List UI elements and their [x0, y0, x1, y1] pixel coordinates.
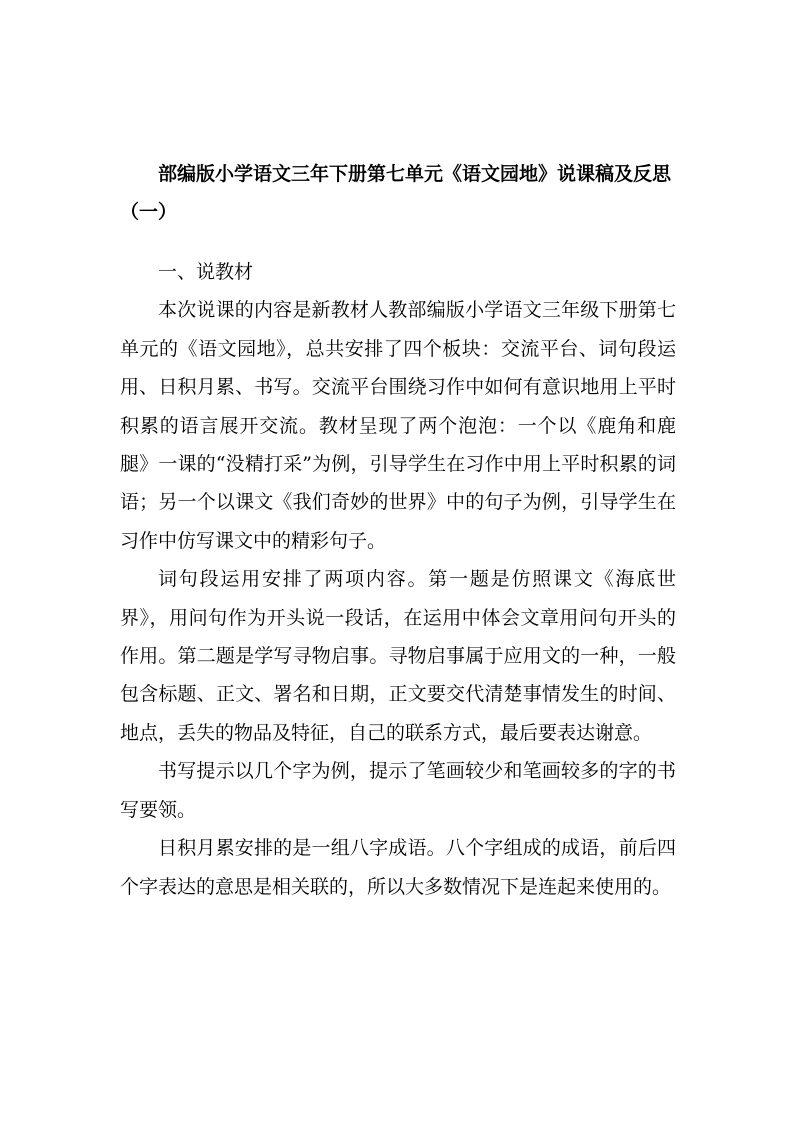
- section-heading: 一、说教材: [158, 261, 254, 283]
- paragraph-textbook-overview: 本次说课的内容是新教材人教部编版小学语文三年级下册第七单元的《语文园地》，总共安排了四个板块：交流平台、词句段运用、日积月累、书写。交流平台围绕习作中如何有意识地用上平时积累的语言展开交流。教材呈现了两个泡泡：一个以《鹿角和鹿腿》一课的“没精打采”为例，引导学生在习作中用上平时积累的词语；另一个以课文《我们奇妙的世界》中的句子为例，引导学生在习作中仿写课文中的精彩句子。: [120, 299, 676, 552]
- paragraph-sentence-usage: 词句段运用安排了两项内容。第一题是仿照课文《海底世界》，用问句作为开头说一段话，在运用中体会文章用问句开头的作用。第二题是学写寻物启事。寻物启事属于应用文的一种，一般包含标题、正文、署名和日期，正文要交代清楚事情发生的时间、地点，丢失的物品及特征，自己的联系方式，最后要表达谢意。: [120, 568, 676, 744]
- paragraph-writing-tips: 书写提示以几个字为例，提示了笔画较少和笔画较多的字的书写要领。: [120, 760, 676, 821]
- paragraph-idioms: 日积月累安排的是一组八字成语。八个字组成的成语，前后四个字表达的意思是相关联的，所以大多数情况下是连起来使用的。: [120, 837, 676, 898]
- document-body: [120, 253, 676, 906]
- document-title: 部编版小学语文三年下册第七单元《语文园地》说课稿及反思（一）: [120, 163, 672, 223]
